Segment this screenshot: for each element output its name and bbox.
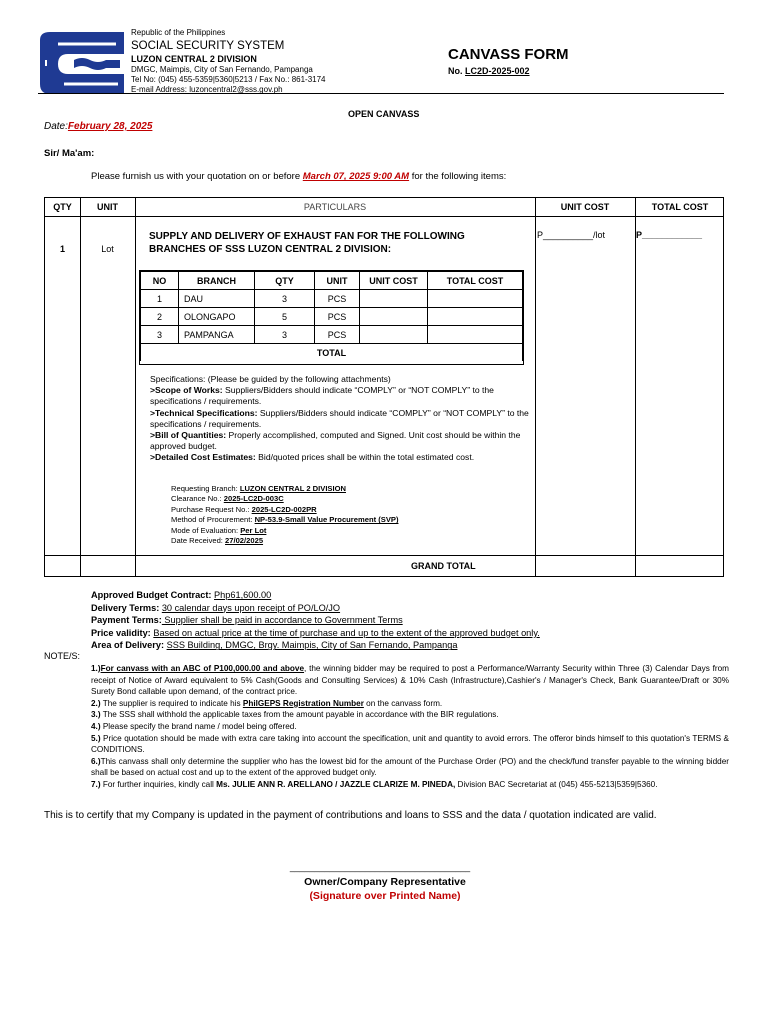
term-value: 30 calendar days upon receipt of PO/LO/JO — [161, 602, 341, 613]
note-item — [91, 733, 729, 756]
note-bold: For canvass with an ABC of P100,000.00 and above — [100, 664, 305, 673]
spec-label: >Bill of Quantities: — [150, 430, 227, 441]
request-value: 2025-LC2D-003C — [223, 494, 284, 504]
note-num: 6.) — [91, 756, 101, 766]
form-title: CANVASS FORM — [448, 46, 569, 63]
note-text: Division BAC Secretariat at (045) 455-5213|5359|5360. — [455, 779, 658, 789]
request-label: Date Received: — [171, 536, 226, 546]
intro-deadline: March 07, 2025 9:00 AM — [302, 171, 410, 182]
branch-total-row — [141, 344, 523, 362]
term-label: Price validity: — [91, 627, 154, 638]
spec-text: Suppliers/Bidders should indicate “COMPLY” or “NOT COMPLY” to the specifications / requirements. — [150, 407, 529, 429]
email-line: E-mail Address: luzoncentral2@sss.gov.ph — [131, 85, 283, 94]
note-num: 2.) — [91, 698, 101, 708]
note-text: The SSS shall withhold the applicable taxes from the amount payable in accordance with the BIR regulations. — [100, 710, 499, 720]
bt-cell: 2 — [141, 308, 179, 326]
term-label: Approved Budget Contract: — [91, 590, 215, 600]
note-text: on the canvass form. — [363, 698, 443, 708]
total-cost-blank[interactable]: P____________ — [636, 230, 703, 240]
bt-cell: 3 — [255, 290, 315, 308]
bt-cell: OLONGAPO — [179, 308, 255, 326]
note-text: This canvass shall only determine the supplier who has the lowest bid for the amount of the Purchase Order (PO) and the check/fund transfer payable to the winning bidder shall be based on actual cost and up to the extent of the approved budget only. — [91, 756, 729, 778]
branch-header-row — [141, 272, 523, 290]
bt-cell: 3 — [141, 326, 179, 344]
note-bold: PhilGEPS Registration Number — [242, 698, 364, 708]
item-title-line2: BRANCHES OF SSS LUZON CENTRAL 2 DIVISION: — [149, 244, 392, 255]
request-value: 27/02/2025 — [225, 536, 264, 546]
bt-header-no: NO — [141, 272, 179, 290]
bt-header-unit: UNIT — [315, 272, 360, 290]
note-text: Price quotation should be made with extra care taking into account the specification, unit and quantity to avoid errors. The offeror binds himself to this quotation's TERMS & CONDITIONS. — [91, 733, 729, 755]
term-label: Area of Delivery: — [91, 640, 167, 651]
request-label: Purchase Request No.: — [171, 504, 252, 514]
term-line — [91, 589, 540, 602]
bt-cell: DAU — [179, 290, 255, 308]
date-line — [44, 121, 152, 132]
sss-logo — [38, 30, 126, 96]
term-line — [91, 627, 540, 640]
form-number — [448, 66, 530, 76]
bt-cell-unit-cost[interactable] — [360, 308, 428, 326]
note-item — [91, 779, 729, 791]
spec-intro: Specifications: (Please be guided by the following attachments) — [150, 374, 391, 384]
branch-table — [139, 270, 524, 365]
request-label: Requesting Branch: — [171, 484, 240, 493]
spec-item — [150, 430, 530, 452]
item-title-line1: SUPPLY AND DELIVERY OF EXHAUST FAN FOR THE FOLLOWING — [149, 231, 465, 242]
agency-name: SOCIAL SECURITY SYSTEM — [131, 40, 285, 52]
note-num: 4.) — [91, 721, 101, 731]
spec-label: >Scope of Works: — [150, 385, 223, 396]
term-value: Based on actual price at the time of purchase and up to the extent of the approved budget only. — [153, 627, 540, 638]
notes-list — [91, 663, 729, 791]
request-label: Mode of Evaluation: — [171, 525, 241, 535]
spec-item — [150, 385, 530, 407]
request-line — [171, 515, 399, 525]
tel-line: Tel No: (045) 455-5359|5360|5213 / Fax No.: 861-3174 — [131, 75, 326, 84]
bt-cell-unit-cost[interactable] — [360, 326, 428, 344]
date-label: Date: — [44, 121, 68, 132]
bt-cell: 5 — [255, 308, 315, 326]
note-text: The supplier is required to indicate his — [100, 698, 243, 708]
header-particulars: PARTICULARS — [303, 202, 367, 212]
open-canvass: OPEN CANVASS — [348, 109, 420, 119]
request-value: NP-53.9-Small Value Procurement (SVP) — [254, 515, 399, 525]
unit-cost-blank[interactable]: P__________/lot — [537, 230, 606, 240]
request-label: Clearance No.: — [171, 494, 224, 504]
term-line — [91, 602, 540, 615]
header-total-cost: TOTAL COST — [651, 202, 709, 212]
term-line — [91, 614, 540, 627]
table-row — [141, 290, 523, 308]
request-line — [171, 536, 399, 546]
note-item — [91, 698, 729, 710]
bt-cell: PAMPANGA — [179, 326, 255, 344]
table-row — [141, 308, 523, 326]
header-qty: QTY — [53, 202, 72, 212]
note-text: Please specify the brand name / model being offered. — [100, 721, 297, 731]
spec-item — [150, 408, 530, 430]
intro-paragraph — [91, 171, 506, 182]
term-label: Payment Terms: — [91, 615, 162, 626]
bt-cell-unit-cost[interactable] — [360, 290, 428, 308]
term-label: Delivery Terms: — [91, 602, 162, 613]
term-value: Supplier shall be paid in accordance to Government Terms — [161, 615, 403, 626]
note-item — [91, 721, 729, 733]
note-item — [91, 709, 729, 721]
request-value: LUZON CENTRAL 2 DIVISION — [239, 484, 346, 493]
request-value: Per Lot — [240, 525, 267, 535]
bt-cell: PCS — [315, 308, 360, 326]
bt-header-total-cost: TOTAL COST — [428, 272, 523, 290]
request-value: 2025-LC2D-002PR — [251, 504, 317, 514]
request-label: Method of Procurement: — [171, 515, 255, 525]
request-line — [171, 526, 399, 536]
spec-item — [150, 452, 530, 463]
note-num: 7.) — [91, 779, 101, 789]
bt-cell: 3 — [255, 326, 315, 344]
salutation: Sir/ Ma'am: — [44, 148, 95, 159]
address-line: DMGC, Maimpis, City of San Fernando, Pampanga — [131, 65, 313, 74]
item-unit: Lot — [101, 244, 114, 254]
division-name: LUZON CENTRAL 2 DIVISION — [131, 54, 257, 64]
branch-total-label: TOTAL — [141, 344, 523, 362]
spec-text: Bid/quoted prices shall be within the total estimated cost. — [255, 452, 475, 463]
request-line — [171, 484, 399, 494]
date-value: February 28, 2025 — [67, 121, 153, 132]
note-item — [91, 663, 729, 698]
signature-subtitle: (Signature over Printed Name) — [309, 890, 461, 902]
spec-text: Properly accomplished, computed and Signed. Unit cost should be within the approved budget. — [150, 430, 521, 452]
certification: This is to certify that my Company is updated in the payment of contributions and loans to SSS and the data / quotation indicated are valid. — [44, 810, 657, 821]
header-unit-cost: UNIT COST — [560, 202, 610, 212]
note-num: 3.) — [91, 710, 101, 720]
note-bold: Ms. JULIE ANN R. ARELLANO / JAZZLE CLARIZE M. PINEDA, — [216, 779, 456, 789]
note-text: For further inquiries, kindly call — [100, 779, 217, 789]
request-line — [171, 494, 399, 504]
intro-after: for the following items: — [409, 171, 507, 182]
form-no-value: LC2D-2025-002 — [465, 66, 530, 76]
term-line — [91, 639, 540, 652]
signature-line[interactable]: ____________________________________ — [289, 862, 471, 872]
header-unit: UNIT — [97, 202, 118, 212]
bt-cell: PCS — [315, 326, 360, 344]
request-line — [171, 505, 399, 515]
spec-label: >Detailed Cost Estimates: — [150, 452, 256, 463]
note-text: , the winning bidder may be required to post a Performance/Warranty Security within Three (3) Calendar Days from receipt of Notice of Award equivalent to 5% Cash(Goods and Consulting Services) & 10% Cash (Infrastructure),Cashier's / Manager's Check, Bank Guarantee/Draft or 30% Surety Bond callable upon demand, of the contract price. — [91, 664, 729, 697]
intro-before: Please furnish us with your quotation on or before — [91, 171, 303, 182]
spec-text: Suppliers/Bidders should indicate “COMPLY” or “NOT COMPLY” to the specifications / requirements. — [150, 385, 494, 407]
country-line: Republic of the Philippines — [131, 28, 226, 37]
note-num: 1.) — [91, 664, 101, 673]
note-item — [91, 756, 729, 779]
request-info — [171, 484, 399, 546]
note-num: 5.) — [91, 733, 101, 743]
bt-cell-total-cost[interactable] — [428, 290, 523, 308]
bt-cell: 1 — [141, 290, 179, 308]
item-qty: 1 — [59, 244, 65, 254]
bt-cell-total-cost[interactable] — [428, 308, 523, 326]
bt-cell-total-cost[interactable] — [428, 326, 523, 344]
signature-title: Owner/Company Representative — [304, 876, 466, 888]
term-value: Php61,600.00 — [214, 590, 272, 600]
grand-total-label: GRAND TOTAL — [411, 561, 476, 571]
term-value: SSS Building, DMGC, Brgy. Maimpis, City of San Fernando, Pampanga — [166, 640, 458, 651]
notes-label: NOTE/S: — [44, 651, 81, 661]
table-row — [141, 326, 523, 344]
bt-header-unit-cost: UNIT COST — [360, 272, 428, 290]
header-rule — [38, 93, 724, 94]
form-no-label: No. — [448, 66, 463, 76]
specifications — [150, 374, 530, 464]
terms-block — [91, 589, 540, 652]
bt-cell: PCS — [315, 290, 360, 308]
bt-header-branch: BRANCH — [179, 272, 255, 290]
bt-header-qty: QTY — [255, 272, 315, 290]
spec-label: >Technical Specifications: — [150, 407, 258, 418]
